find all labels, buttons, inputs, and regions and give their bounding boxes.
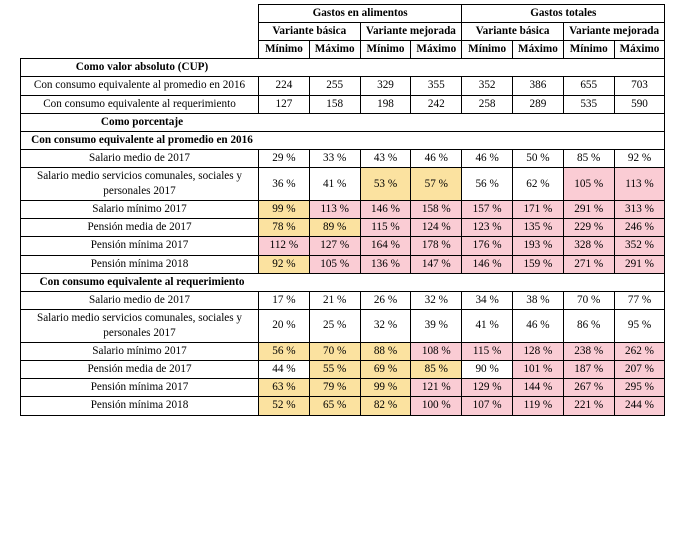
- section-title: [21, 273, 665, 291]
- data-cell: 52 %: [259, 397, 310, 415]
- data-cell: 229 %: [563, 219, 614, 237]
- section-title: [21, 131, 665, 149]
- data-cell: 99 %: [259, 201, 310, 219]
- section-title-text: Con consumo equivalente al requerimiento: [39, 275, 245, 288]
- data-cell: 65 %: [309, 397, 360, 415]
- data-cell: 56 %: [462, 167, 513, 200]
- data-cell: 158: [309, 95, 360, 113]
- data-cell: 187 %: [563, 361, 614, 379]
- data-cell: 238 %: [563, 343, 614, 361]
- data-cell: 38 %: [513, 291, 564, 309]
- data-cell: 193 %: [513, 237, 564, 255]
- data-cell: 32 %: [360, 309, 411, 342]
- section-title-text: Como porcentaje: [100, 115, 184, 128]
- header-group-2: Gastos totales: [462, 5, 665, 23]
- data-cell: 171 %: [513, 201, 564, 219]
- header-minmax-2: Máximo: [309, 41, 360, 59]
- header-minmax-8: Máximo: [614, 41, 665, 59]
- row-label: Salario medio servicios comunales, sociales y personales 2017: [21, 309, 259, 342]
- data-cell: 136 %: [360, 255, 411, 273]
- data-cell: 128 %: [513, 343, 564, 361]
- row-label: Salario medio de 2017: [21, 149, 259, 167]
- data-cell: 124 %: [411, 219, 462, 237]
- row-label: Salario medio servicios comunales, sociales y personales 2017: [21, 167, 259, 200]
- row-label: Salario mínimo 2017: [21, 201, 259, 219]
- data-cell: 69 %: [360, 361, 411, 379]
- data-cell: 70 %: [309, 343, 360, 361]
- data-cell: 127 %: [309, 237, 360, 255]
- data-cell: 129 %: [462, 379, 513, 397]
- data-cell: 56 %: [259, 343, 310, 361]
- corner-blank-cell: [21, 5, 259, 59]
- table-row: [21, 343, 665, 361]
- table-row: [21, 219, 665, 237]
- header-row-groups: [21, 5, 665, 23]
- data-cell: 86 %: [563, 309, 614, 342]
- table-row: [21, 309, 665, 342]
- header-group-1: Gastos en alimentos: [259, 5, 462, 23]
- data-cell: 25 %: [309, 309, 360, 342]
- row-label: Con consumo equivalente al promedio en 2016: [21, 77, 259, 95]
- data-cell: 352 %: [614, 237, 665, 255]
- data-cell: 262 %: [614, 343, 665, 361]
- data-cell: 313 %: [614, 201, 665, 219]
- data-cell: 158 %: [411, 201, 462, 219]
- section-header-row: [21, 273, 665, 291]
- data-cell: 55 %: [309, 361, 360, 379]
- data-cell: 89 %: [309, 219, 360, 237]
- table-row: [21, 149, 665, 167]
- data-cell: 295 %: [614, 379, 665, 397]
- data-cell: 176 %: [462, 237, 513, 255]
- data-cell: 78 %: [259, 219, 310, 237]
- data-cell: 224: [259, 77, 310, 95]
- data-cell: 32 %: [411, 291, 462, 309]
- data-cell: 29 %: [259, 149, 310, 167]
- expenditure-comparison-table: [20, 4, 665, 416]
- row-label: Pensión media de 2017: [21, 361, 259, 379]
- data-cell: 127: [259, 95, 310, 113]
- table-row: [21, 397, 665, 415]
- table-row: [21, 201, 665, 219]
- data-cell: 100 %: [411, 397, 462, 415]
- data-cell: 135 %: [513, 219, 564, 237]
- row-label: Pensión mínima 2017: [21, 237, 259, 255]
- data-cell: 271 %: [563, 255, 614, 273]
- table-row: [21, 237, 665, 255]
- data-cell: 95 %: [614, 309, 665, 342]
- header-minmax-3: Mínimo: [360, 41, 411, 59]
- table-row: [21, 95, 665, 113]
- data-cell: 535: [563, 95, 614, 113]
- header-minmax-4: Máximo: [411, 41, 462, 59]
- header-variant-3: Variante básica: [462, 23, 564, 41]
- section-header-row: [21, 131, 665, 149]
- data-cell: 352: [462, 77, 513, 95]
- header-minmax-5: Mínimo: [462, 41, 513, 59]
- row-label: Salario medio de 2017: [21, 291, 259, 309]
- data-cell: 57 %: [411, 167, 462, 200]
- data-cell: 355: [411, 77, 462, 95]
- row-label: Salario mínimo 2017: [21, 343, 259, 361]
- data-cell: 79 %: [309, 379, 360, 397]
- data-cell: 112 %: [259, 237, 310, 255]
- data-cell: 328 %: [563, 237, 614, 255]
- data-cell: 46 %: [513, 309, 564, 342]
- section-title-text: Como valor absoluto (CUP): [75, 61, 209, 74]
- header-variant-4: Variante mejorada: [563, 23, 665, 41]
- data-cell: 164 %: [360, 237, 411, 255]
- data-cell: 147 %: [411, 255, 462, 273]
- table-body: [21, 5, 665, 416]
- data-cell: 291 %: [614, 255, 665, 273]
- data-cell: 17 %: [259, 291, 310, 309]
- data-cell: 221 %: [563, 397, 614, 415]
- data-cell: 703: [614, 77, 665, 95]
- section-title: [21, 113, 665, 131]
- data-cell: 113 %: [614, 167, 665, 200]
- section-header-row: [21, 113, 665, 131]
- data-cell: 46 %: [462, 149, 513, 167]
- data-cell: 62 %: [513, 167, 564, 200]
- data-cell: 88 %: [360, 343, 411, 361]
- header-variant-1: Variante básica: [259, 23, 361, 41]
- data-cell: 26 %: [360, 291, 411, 309]
- data-cell: 50 %: [513, 149, 564, 167]
- data-cell: 39 %: [411, 309, 462, 342]
- data-cell: 53 %: [360, 167, 411, 200]
- data-cell: 144 %: [513, 379, 564, 397]
- data-cell: 590: [614, 95, 665, 113]
- table-row: [21, 167, 665, 200]
- data-cell: 115 %: [360, 219, 411, 237]
- data-cell: 108 %: [411, 343, 462, 361]
- data-cell: 107 %: [462, 397, 513, 415]
- data-cell: 242: [411, 95, 462, 113]
- row-label: Pensión mínima 2018: [21, 397, 259, 415]
- data-cell: 157 %: [462, 201, 513, 219]
- data-cell: 146 %: [462, 255, 513, 273]
- data-cell: 386: [513, 77, 564, 95]
- data-cell: 21 %: [309, 291, 360, 309]
- data-cell: 255: [309, 77, 360, 95]
- data-cell: 115 %: [462, 343, 513, 361]
- data-cell: 46 %: [411, 149, 462, 167]
- data-cell: 36 %: [259, 167, 310, 200]
- data-cell: 41 %: [309, 167, 360, 200]
- data-cell: 105 %: [309, 255, 360, 273]
- data-cell: 113 %: [309, 201, 360, 219]
- data-cell: 244 %: [614, 397, 665, 415]
- table-row: [21, 255, 665, 273]
- data-cell: 43 %: [360, 149, 411, 167]
- data-cell: 258: [462, 95, 513, 113]
- data-cell: 123 %: [462, 219, 513, 237]
- section-title-text: Con consumo equivalente al promedio en 2016: [31, 133, 253, 146]
- data-cell: 207 %: [614, 361, 665, 379]
- data-cell: 92 %: [614, 149, 665, 167]
- data-cell: 121 %: [411, 379, 462, 397]
- section-header-row: [21, 59, 665, 77]
- data-cell: 105 %: [563, 167, 614, 200]
- data-cell: 178 %: [411, 237, 462, 255]
- table-row: [21, 291, 665, 309]
- data-cell: 289: [513, 95, 564, 113]
- data-cell: 267 %: [563, 379, 614, 397]
- data-cell: 41 %: [462, 309, 513, 342]
- table-row: [21, 77, 665, 95]
- data-cell: 63 %: [259, 379, 310, 397]
- data-cell: 20 %: [259, 309, 310, 342]
- data-cell: 77 %: [614, 291, 665, 309]
- data-cell: 85 %: [411, 361, 462, 379]
- data-cell: 119 %: [513, 397, 564, 415]
- data-cell: 92 %: [259, 255, 310, 273]
- data-cell: 101 %: [513, 361, 564, 379]
- row-label: Pensión mínima 2017: [21, 379, 259, 397]
- data-cell: 198: [360, 95, 411, 113]
- data-cell: 159 %: [513, 255, 564, 273]
- data-cell: 33 %: [309, 149, 360, 167]
- table-row: [21, 379, 665, 397]
- data-cell: 34 %: [462, 291, 513, 309]
- row-label: Pensión media de 2017: [21, 219, 259, 237]
- data-cell: 44 %: [259, 361, 310, 379]
- row-label: Pensión mínima 2018: [21, 255, 259, 273]
- row-label: Con consumo equivalente al requerimiento: [21, 95, 259, 113]
- header-minmax-6: Máximo: [513, 41, 564, 59]
- data-cell: 146 %: [360, 201, 411, 219]
- data-cell: 246 %: [614, 219, 665, 237]
- header-variant-2: Variante mejorada: [360, 23, 462, 41]
- data-cell: 291 %: [563, 201, 614, 219]
- data-cell: 655: [563, 77, 614, 95]
- header-minmax-7: Mínimo: [563, 41, 614, 59]
- data-cell: 85 %: [563, 149, 614, 167]
- data-cell: 329: [360, 77, 411, 95]
- header-minmax-1: Mínimo: [259, 41, 310, 59]
- table-row: [21, 361, 665, 379]
- section-title: [21, 59, 665, 77]
- data-cell: 99 %: [360, 379, 411, 397]
- data-cell: 70 %: [563, 291, 614, 309]
- data-cell: 82 %: [360, 397, 411, 415]
- data-cell: 90 %: [462, 361, 513, 379]
